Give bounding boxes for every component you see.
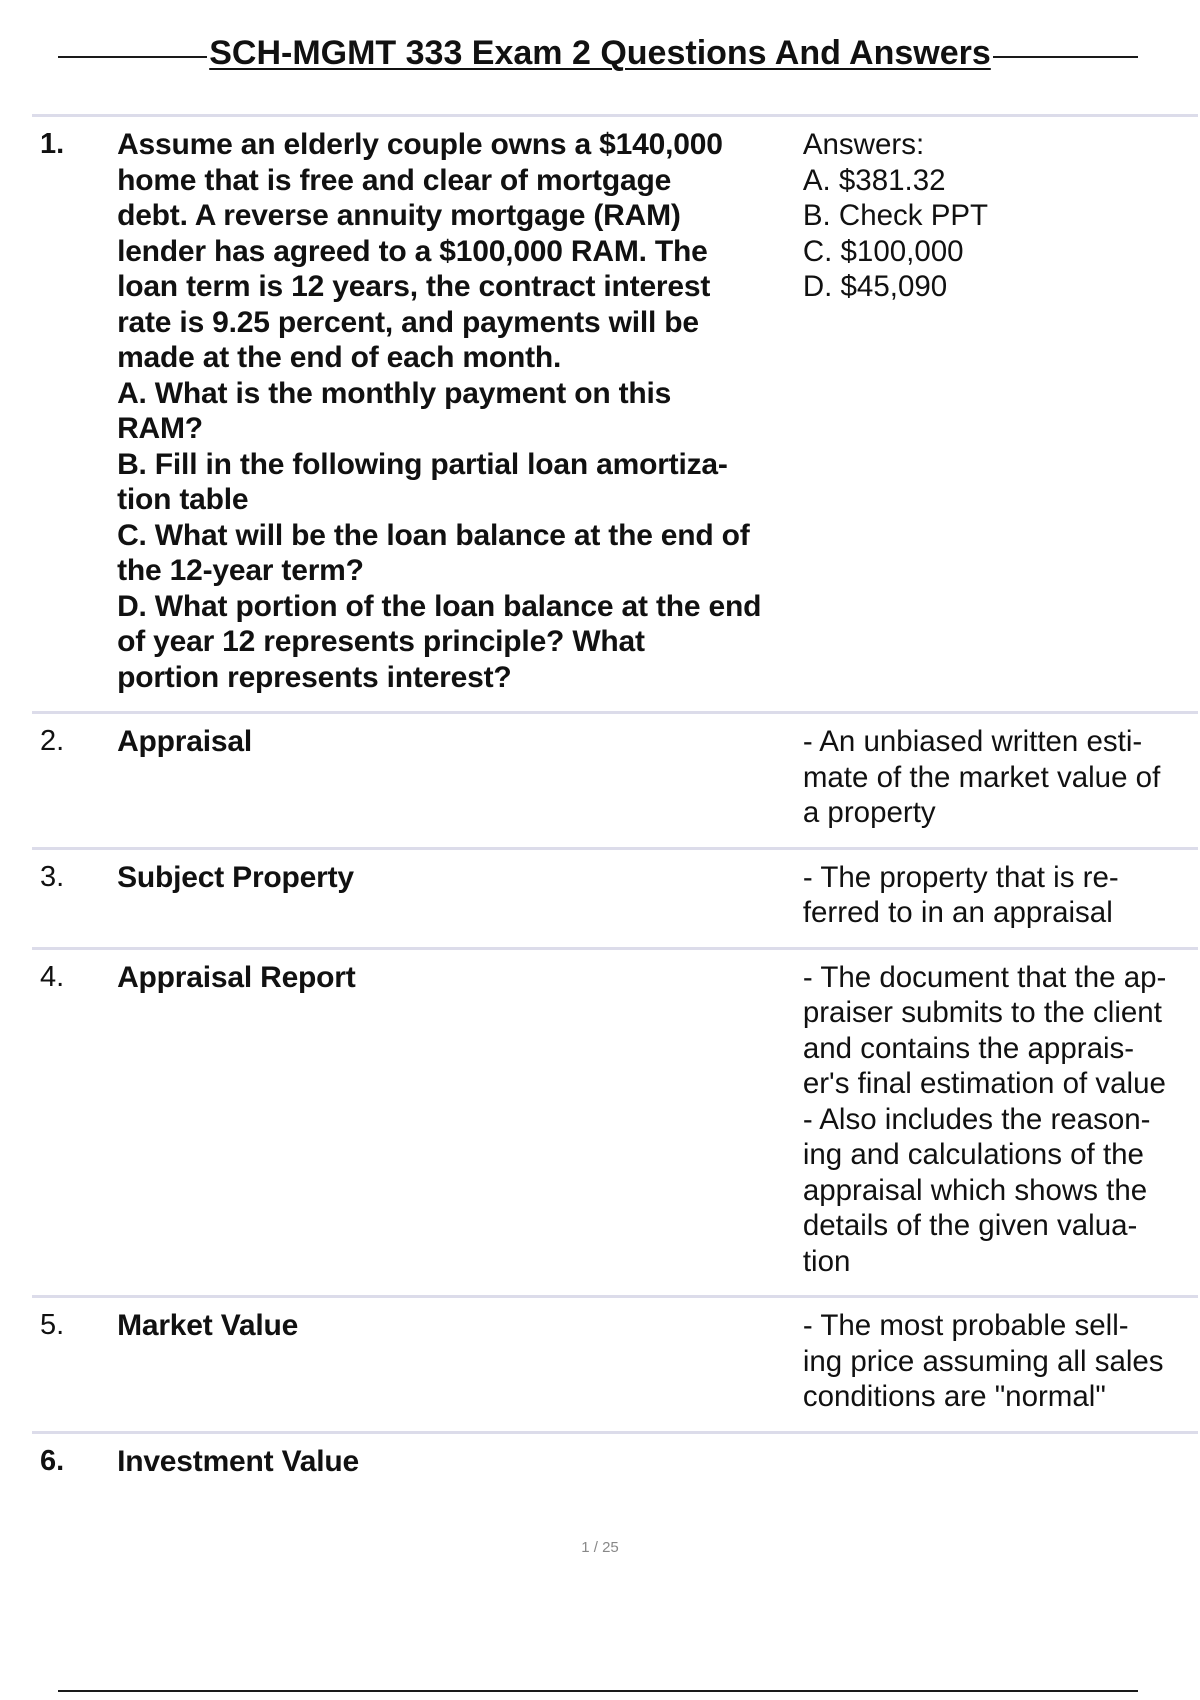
- question-number: 4.: [40, 960, 65, 993]
- answer-line: er's final estimation of value: [802, 1067, 1166, 1100]
- question-line: tion table: [117, 483, 249, 516]
- answer-line: mate of the market value of: [802, 760, 1161, 794]
- question-line: Appraisal: [117, 725, 252, 758]
- question-number: 6.: [40, 1444, 65, 1477]
- question-line: Appraisal Report: [117, 960, 356, 994]
- answer-text: [793, 1444, 1198, 1480]
- answer-line: ing and calculations of the: [802, 1138, 1144, 1171]
- question-line: Assume an elderly couple owns a $140,000: [117, 128, 723, 161]
- qa-row-1: [32, 114, 1198, 711]
- question-line: Investment Value: [117, 1444, 359, 1478]
- question-text: [117, 724, 793, 831]
- answer-line: and contains the apprais-: [802, 1031, 1135, 1065]
- answer-line: appraisal which shows the: [802, 1173, 1148, 1207]
- question-text: [117, 1308, 793, 1415]
- question-line: A. What is the monthly payment on this: [117, 376, 672, 410]
- question-number: 3.: [40, 860, 65, 893]
- question-text: [117, 960, 793, 1280]
- question-line: of year 12 represents principle? What: [117, 625, 645, 658]
- question-line: debt. A reverse annuity mortgage (RAM): [117, 199, 681, 232]
- question-line: made at the end of each month.: [117, 341, 562, 374]
- answer-text: [793, 960, 1198, 1280]
- question-line: lender has agreed to a $100,000 RAM. The: [117, 234, 708, 268]
- question-text: [117, 1444, 793, 1480]
- answer-line: - The document that the ap-: [802, 960, 1167, 994]
- qa-row-5: [32, 1295, 1198, 1431]
- answer-line: - The property that is re-: [802, 860, 1119, 894]
- answer-line: D. $45,090: [802, 270, 948, 303]
- answer-line: Answers:: [802, 128, 925, 161]
- answer-line: tion: [802, 1244, 851, 1278]
- question-text: [117, 127, 793, 695]
- question-line: portion represents interest?: [117, 660, 512, 694]
- answer-text: [793, 127, 1198, 695]
- question-line: C. What will be the loan balance at the end of: [117, 518, 750, 552]
- qa-table: [32, 114, 1198, 1495]
- footer-rule: [58, 1690, 1138, 1692]
- question-line: loan term is 12 years, the contract interest: [117, 270, 711, 303]
- answer-line: - An unbiased written esti-: [802, 725, 1143, 758]
- answer-line: ferred to in an appraisal: [802, 896, 1113, 929]
- answer-line: praiser submits to the client: [802, 996, 1162, 1029]
- question-line: home that is free and clear of mortgage: [117, 163, 672, 197]
- qa-row-6: [32, 1431, 1198, 1496]
- question-line: B. Fill in the following partial loan amortiza-: [117, 447, 728, 481]
- question-number: 1.: [40, 128, 65, 160]
- answer-line: ing price assuming all sales: [802, 1344, 1164, 1378]
- question-number: 5.: [40, 1309, 65, 1341]
- answer-line: - The most probable sell-: [802, 1309, 1129, 1342]
- page-number: 1 / 25: [581, 1539, 619, 1556]
- question-line: D. What portion of the loan balance at the end: [117, 589, 762, 623]
- answer-line: B. Check PPT: [802, 199, 989, 232]
- question-line: the 12-year term?: [117, 554, 364, 587]
- answer-text: [793, 1308, 1198, 1415]
- question-number: 2.: [40, 725, 65, 757]
- qa-row-4: [32, 947, 1198, 1296]
- question-line: Market Value: [117, 1309, 299, 1342]
- answer-line: C. $100,000: [802, 234, 964, 268]
- answer-line: details of the given valua-: [802, 1209, 1138, 1242]
- qa-row-3: [32, 847, 1198, 947]
- question-line: rate is 9.25 percent, and payments will be: [117, 305, 699, 339]
- document-title: SCH-MGMT 333 Exam 2 Questions And Answers: [209, 34, 991, 72]
- answer-line: - Also includes the reason-: [802, 1102, 1151, 1136]
- question-text: [117, 860, 793, 931]
- answer-line: A. $381.32: [802, 163, 946, 197]
- qa-row-2: [32, 711, 1198, 847]
- answer-line: conditions are "normal": [802, 1380, 1106, 1413]
- answer-line: a property: [802, 796, 936, 829]
- question-line: Subject Property: [117, 860, 354, 894]
- question-line: RAM?: [117, 412, 203, 445]
- answer-text: [793, 860, 1198, 931]
- answer-text: [793, 724, 1198, 831]
